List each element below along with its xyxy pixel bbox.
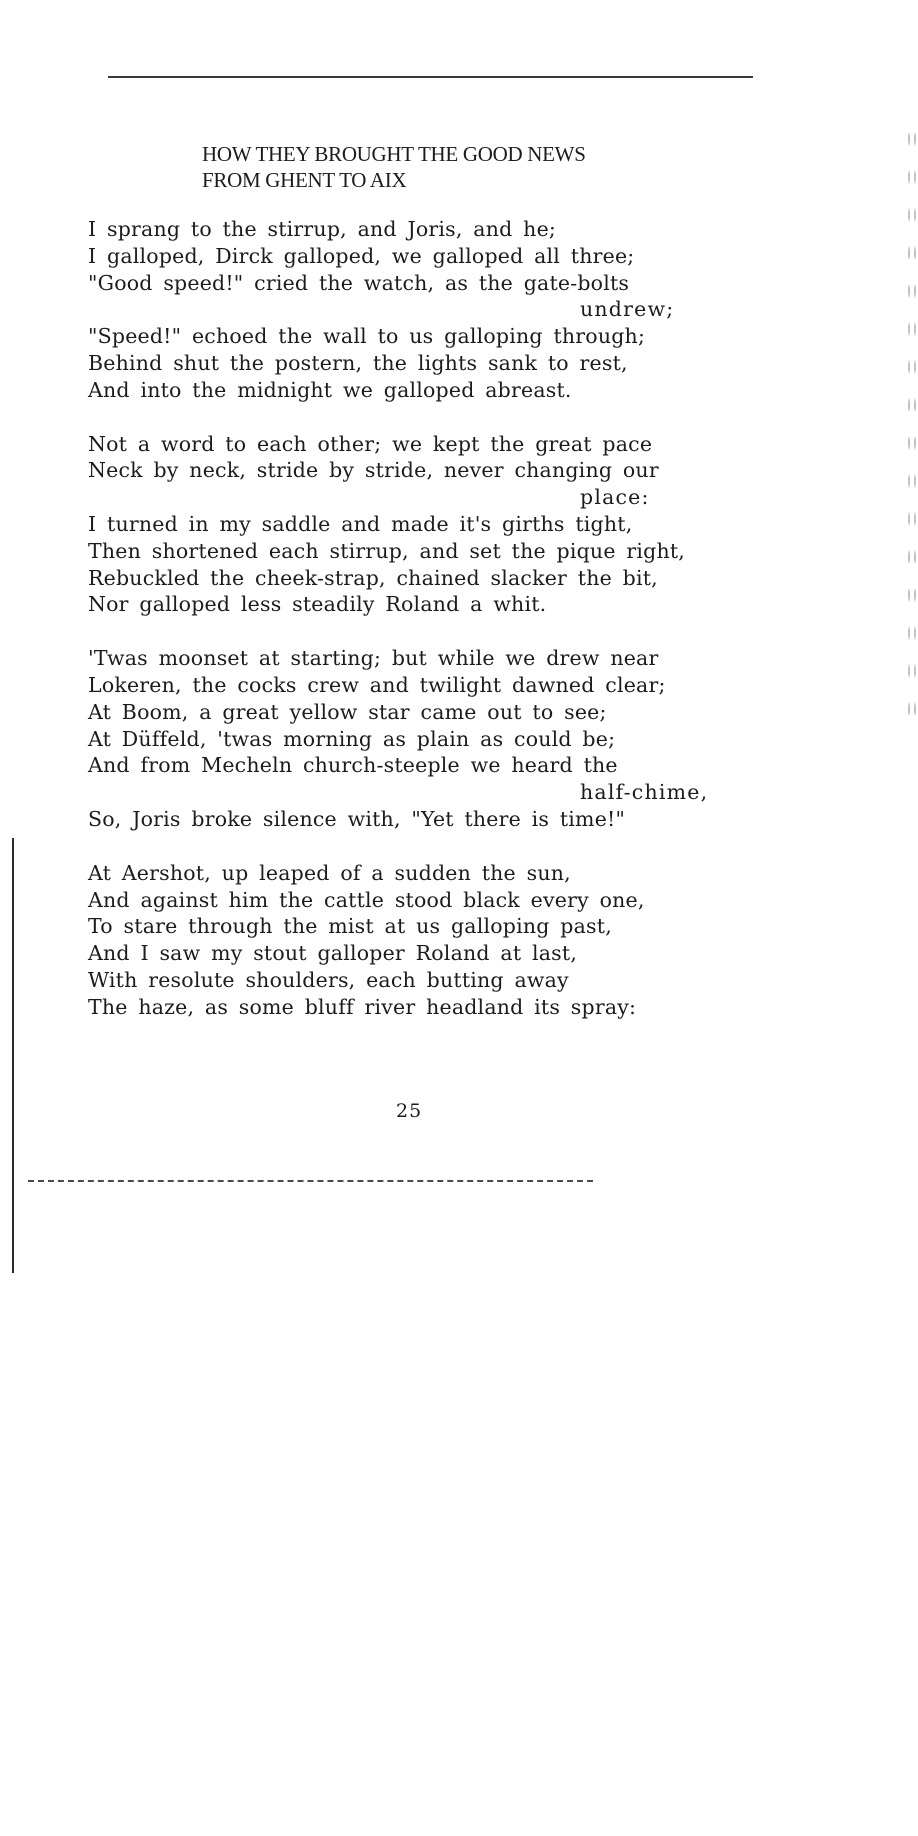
verse-line: With resolute shoulders, each butting away xyxy=(88,967,569,992)
verse-line: And into the midnight we galloped abreast. xyxy=(88,377,572,402)
poem-body xyxy=(88,216,754,1048)
verse-line-turnover: undrew; xyxy=(580,297,675,322)
verse-line: And I saw my stout galloper Roland at last, xyxy=(88,941,578,966)
bottom-rule xyxy=(28,1180,593,1182)
scan-edge-bar xyxy=(12,838,14,1273)
verse-line: "Speed!" echoed the wall to us galloping through; xyxy=(88,324,646,349)
verse-line: And from Mecheln church-steeple we heard the xyxy=(88,753,618,778)
poem-title xyxy=(202,141,586,193)
stanza-4 xyxy=(88,860,754,1021)
verse-line: At Düffeld, 'twas morning as plain as could be; xyxy=(88,726,616,751)
verse-line: Nor galloped less steadily Roland a whit. xyxy=(88,592,547,617)
verse-line: Then shortened each stirrup, and set the pique right, xyxy=(88,538,686,563)
top-rule xyxy=(108,76,753,78)
scan-specks xyxy=(906,120,918,720)
verse-line: So, Joris broke silence with, "Yet there is time!" xyxy=(88,806,626,831)
stanza-3 xyxy=(88,645,754,833)
verse-line: Not a word to each other; we kept the great pace xyxy=(88,431,653,456)
title-line-1: HOW THEY BROUGHT THE GOOD NEWS xyxy=(202,142,586,166)
verse-line: 'Twas moonset at starting; but while we drew near xyxy=(88,646,659,671)
verse-line: "Good speed!" cried the watch, as the gate-bolts xyxy=(88,270,630,295)
verse-line: And against him the cattle stood black every one, xyxy=(88,887,645,912)
page-number: 25 xyxy=(396,1100,423,1122)
verse-line: At Aershot, up leaped of a sudden the sun, xyxy=(88,860,571,885)
verse-line: Neck by neck, stride by stride, never changing our xyxy=(88,458,659,483)
title-line-2: FROM GHENT TO AIX xyxy=(202,168,407,192)
verse-line: I sprang to the stirrup, and Joris, and he; xyxy=(88,217,557,241)
verse-line: I turned in my saddle and made it's girths tight, xyxy=(88,511,633,536)
verse-line: The haze, as some bluff river headland its spray: xyxy=(88,994,637,1019)
verse-line: I galloped, Dirck galloped, we galloped all three; xyxy=(88,243,635,268)
stanza-1 xyxy=(88,216,754,404)
verse-line-turnover: place: xyxy=(580,485,650,510)
verse-line: Behind shut the postern, the lights sank to rest, xyxy=(88,350,628,375)
verse-line: Rebuckled the cheek-strap, chained slacker the bit, xyxy=(88,565,658,590)
stanza-2 xyxy=(88,431,754,619)
verse-line-turnover: half-chime, xyxy=(580,780,709,805)
verse-line: Lokeren, the cocks crew and twilight dawned clear; xyxy=(88,672,666,697)
verse-line: At Boom, a great yellow star came out to see; xyxy=(88,699,607,724)
verse-line: To stare through the mist at us galloping past, xyxy=(88,914,612,939)
